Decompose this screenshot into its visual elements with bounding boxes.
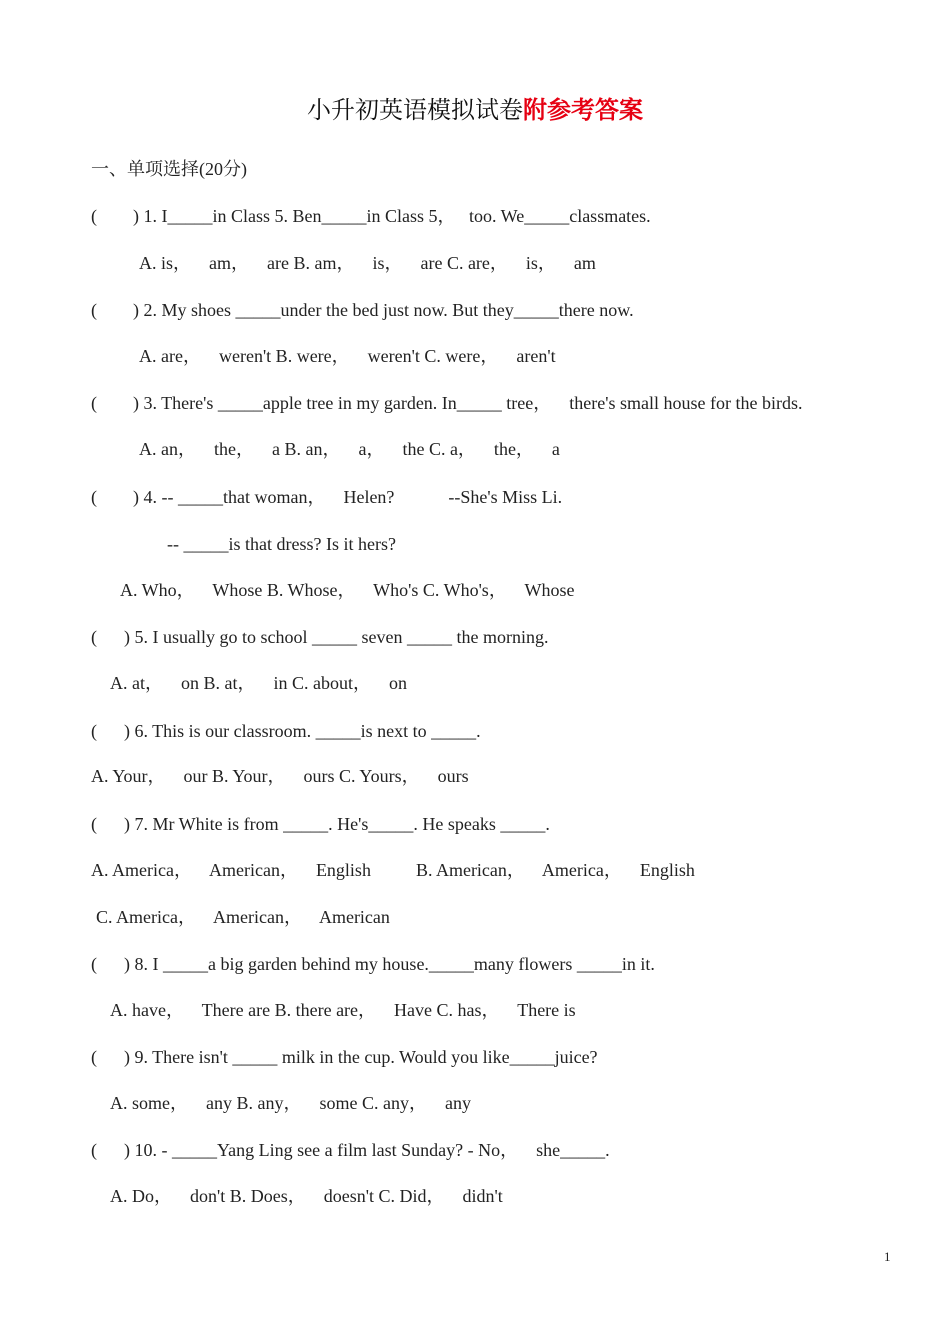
options-7-c: C. America， American， American [96, 907, 390, 927]
question-8: ( ) 8. I _____a big garden behind my house._____many flowers _____in it. [91, 954, 655, 974]
page-number: 1 [884, 1249, 891, 1264]
options-1: A. is， am， are B. am， is， are C. are， is， am [139, 253, 596, 273]
options-5: A. at， on B. at， in C. about， on [110, 673, 407, 693]
question-9: ( ) 9. There isn't _____ milk in the cup. Would you like_____juice? [91, 1047, 598, 1067]
options-7-ab: A. America， American， English B. American， America， English [91, 860, 695, 880]
options-2: A. are， weren't B. were， weren't C. were， aren't [139, 346, 556, 366]
question-4-followup: -- _____is that dress? Is it hers? [167, 534, 396, 554]
question-4: ( ) 4. -- _____that woman， Helen? --She's Miss Li. [91, 487, 563, 507]
question-1: ( ) 1. I_____in Class 5. Ben_____in Class 5， too. We_____classmates. [91, 206, 651, 226]
options-6: A. Your， our B. Your， ours C. Yours， ours [91, 766, 469, 786]
question-3: ( ) 3. There's _____apple tree in my garden. In_____ tree， there's small house for the birds. [91, 393, 803, 413]
section-heading: 一、单项选择(20分) [91, 159, 247, 179]
title-answer-note: 附参考答案 [523, 96, 643, 124]
options-4: A. Who， Whose B. Whose， Who's C. Who's， Whose [120, 580, 575, 600]
options-10: A. Do， don't B. Does， doesn't C. Did， didn't [110, 1186, 503, 1206]
options-9: A. some， any B. any， some C. any， any [110, 1093, 471, 1113]
question-2: ( ) 2. My shoes _____under the bed just now. But they_____there now. [91, 300, 634, 320]
question-7: ( ) 7. Mr White is from _____. He's_____. He speaks _____. [91, 814, 550, 834]
question-6: ( ) 6. This is our classroom. _____is next to _____. [91, 721, 481, 741]
question-10: ( ) 10. - _____Yang Ling see a film last Sunday? - No， she_____. [91, 1140, 610, 1160]
title-main: 小升初英语模拟试卷 [307, 96, 523, 124]
question-5: ( ) 5. I usually go to school _____ seven _____ the morning. [91, 627, 549, 647]
document-title [0, 92, 950, 128]
options-3: A. an， the， a B. an， a， the C. a， the， a [139, 439, 560, 459]
options-8: A. have， There are B. there are， Have C. has， There is [110, 1000, 576, 1020]
